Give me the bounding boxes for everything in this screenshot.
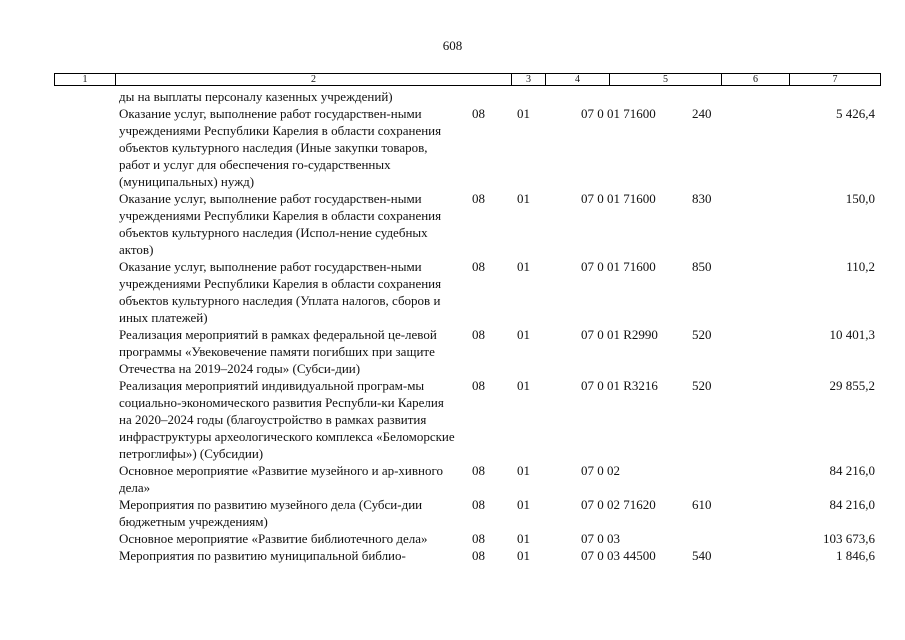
table-body bbox=[0, 88, 905, 564]
row-target-article: 07 0 01 71600 bbox=[581, 191, 656, 206]
row-expense-type: 240 bbox=[692, 106, 712, 121]
row-name: Основное мероприятие «Развитие музейного и ар-хивного дела» bbox=[119, 463, 443, 495]
row-section: 08 bbox=[472, 497, 485, 512]
row-section: 08 bbox=[472, 106, 485, 121]
row-section: 08 bbox=[472, 548, 485, 563]
row-amount: 1 846,6 bbox=[836, 548, 875, 563]
row-expense-type: 610 bbox=[692, 497, 712, 512]
row-section: 08 bbox=[472, 327, 485, 342]
row-name: Оказание услуг, выполнение работ государствен-ными учреждениями Республики Карелия в области сохранения объектов культурного наследия (Испол-нение судебных актов) bbox=[119, 191, 442, 257]
row-subsection: 01 bbox=[517, 531, 530, 546]
table-row bbox=[0, 462, 905, 496]
row-expense-type: 850 bbox=[692, 259, 712, 274]
table-header bbox=[54, 73, 881, 86]
row-name: Реализация мероприятий индивидуальной програм-мы социально-экономического развития Республи-ки Карелия на 2020–2024 годы (благоустройство в рамках развития инфраструктуры археологического комплекса «Беломорские петроглифы») (Субсидии) bbox=[119, 378, 455, 461]
row-expense-type: 520 bbox=[692, 327, 712, 342]
row-name: ды на выплаты персоналу казенных учреждений) bbox=[119, 89, 393, 104]
row-target-article: 07 0 01 71600 bbox=[581, 106, 656, 121]
row-target-article: 07 0 03 bbox=[581, 531, 620, 546]
table-row bbox=[0, 88, 905, 105]
row-amount: 84 216,0 bbox=[829, 463, 875, 478]
row-amount: 84 216,0 bbox=[829, 497, 875, 512]
row-name: Реализация мероприятий в рамках федеральной це-левой программы «Увековечение памяти погибших при защите Отечества на 2019–2024 годы» (Субси-дии) bbox=[119, 327, 437, 376]
table-row bbox=[0, 496, 905, 530]
row-name: Мероприятия по развитию музейного дела (Субси-дии бюджетным учреждениям) bbox=[119, 497, 423, 529]
row-subsection: 01 bbox=[517, 463, 530, 478]
row-subsection: 01 bbox=[517, 497, 530, 512]
row-name: Мероприятия по развитию муниципальной библио- bbox=[119, 548, 406, 563]
table-row bbox=[0, 547, 905, 564]
header-col-4: 4 bbox=[546, 74, 610, 85]
row-target-article: 07 0 01 R3216 bbox=[581, 378, 658, 393]
row-section: 08 bbox=[472, 191, 485, 206]
row-subsection: 01 bbox=[517, 548, 530, 563]
table-row bbox=[0, 258, 905, 326]
header-col-2: 2 bbox=[116, 74, 512, 85]
row-subsection: 01 bbox=[517, 378, 530, 393]
table-row bbox=[0, 190, 905, 258]
header-col-7: 7 bbox=[832, 74, 838, 85]
row-expense-type: 540 bbox=[692, 548, 712, 563]
row-section: 08 bbox=[472, 463, 485, 478]
row-target-article: 07 0 02 71620 bbox=[581, 497, 656, 512]
row-name: Оказание услуг, выполнение работ государствен-ными учреждениями Республики Карелия в области сохранения объектов культурного наследия (Иные закупки товаров, работ и услуг для обеспечения го-сударственных (муниципальных) нужд) bbox=[119, 106, 442, 189]
row-name: Оказание услуг, выполнение работ государствен-ными учреждениями Республики Карелия в области сохранения объектов культурного наследия (Уплата налогов, сборов и иных платежей) bbox=[119, 259, 442, 325]
row-subsection: 01 bbox=[517, 327, 530, 342]
row-target-article: 07 0 03 44500 bbox=[581, 548, 656, 563]
header-col-5: 5 bbox=[610, 74, 722, 85]
header-col-3: 3 bbox=[512, 74, 546, 85]
row-subsection: 01 bbox=[517, 106, 530, 121]
row-subsection: 01 bbox=[517, 191, 530, 206]
row-amount: 150,0 bbox=[845, 191, 875, 206]
row-expense-type: 830 bbox=[692, 191, 712, 206]
row-amount: 103 673,6 bbox=[823, 531, 875, 546]
table-row bbox=[0, 105, 905, 190]
header-col-1: 1 bbox=[55, 74, 116, 85]
row-amount: 29 855,2 bbox=[829, 378, 875, 393]
row-subsection: 01 bbox=[517, 259, 530, 274]
table-row bbox=[0, 530, 905, 547]
row-amount: 110,2 bbox=[846, 259, 875, 274]
table-row bbox=[0, 377, 905, 462]
header-col-6: 6 bbox=[722, 74, 790, 85]
row-target-article: 07 0 01 R2990 bbox=[581, 327, 658, 342]
row-amount: 10 401,3 bbox=[829, 327, 875, 342]
row-target-article: 07 0 02 bbox=[581, 463, 620, 478]
row-section: 08 bbox=[472, 259, 485, 274]
row-target-article: 07 0 01 71600 bbox=[581, 259, 656, 274]
row-expense-type: 520 bbox=[692, 378, 712, 393]
page-number: 608 bbox=[442, 38, 463, 53]
row-name: Основное мероприятие «Развитие библиотечного дела» bbox=[119, 531, 428, 546]
row-section: 08 bbox=[472, 531, 485, 546]
row-amount: 5 426,4 bbox=[836, 106, 875, 121]
row-section: 08 bbox=[472, 378, 485, 393]
table-row bbox=[0, 326, 905, 377]
